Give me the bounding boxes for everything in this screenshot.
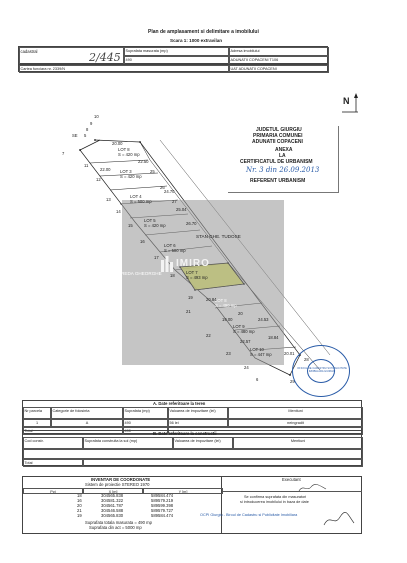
office-signature-icon (322, 511, 356, 534)
cadastral-value: 2/445 (89, 51, 121, 64)
lot-label: LOT 8 S = 490 mp (215, 298, 237, 308)
plan-title: Plan de amplasament si delimitare a imobilului (148, 29, 259, 35)
stamp-line3: ADUNATII COPACENI (252, 139, 303, 145)
table-a-total-value: 490 (123, 427, 168, 435)
dimension-label: 22.50 (138, 159, 149, 164)
point-number: 20 (238, 311, 243, 316)
area-value: 490 (124, 56, 229, 65)
dimension-label: 20.00 (112, 141, 123, 146)
lot-label: LOT 9 S = 480 mp (233, 324, 255, 334)
table-a-header: Categorie de folosinta (51, 407, 123, 419)
ocpi-stamp-text: OFICIUL DE CADASTRU SI PUBLICITATE IMOBILIARA GIURGIU (297, 367, 347, 373)
inventory-cell: 589584.474 (151, 493, 174, 498)
stamp-line2: PRIMARIA COMUNEI (253, 133, 303, 139)
table-b-header: Valoarea de impozitare (lei) (173, 437, 233, 449)
stamp-certificate: CERTIFICATUL DE URBANISM (240, 159, 313, 165)
table-a-row: 490 (123, 419, 168, 427)
point-number: 5 (84, 133, 87, 138)
plan-scale: Scara 1: 1000 extravilan (170, 38, 223, 43)
point-number: 9 (90, 121, 93, 126)
inventory-cell: 304546.588 (101, 508, 124, 513)
lot-label: LOT 4 S = 500 mp (130, 194, 152, 204)
inventory-cell: 589584.474 (151, 513, 174, 518)
point-number: 21 (186, 309, 191, 314)
table-b-total-label: Total (23, 459, 83, 467)
point-number: 17 (154, 255, 159, 260)
stamp-annex: ANEXA (275, 147, 293, 153)
lot-label: LOT 6 S = 500 mp (164, 243, 186, 253)
inventory-cell: 304565.830 (101, 513, 124, 518)
point-number: 12 (96, 177, 101, 182)
stamp-referent: REFERENT URBANISM (250, 178, 306, 184)
stamp-line1: JUDETUL GIURGIU (256, 127, 302, 133)
point-number: 14 (116, 209, 121, 214)
inventory-col-x: X [m] (83, 488, 143, 494)
table-a-header: Suprafata (mp) (123, 407, 168, 419)
table-a-row: neingradit (228, 419, 363, 427)
point-number: 13 (106, 197, 111, 202)
dimension-label: 20.84 (206, 297, 217, 302)
table-b-title: B. Date referitoare la constructii (153, 431, 217, 436)
cadastral-label: cadastral (19, 47, 124, 65)
address-label: Adresa imobilului (229, 47, 329, 56)
area-label: Suprafata masurata (mp) (124, 47, 229, 56)
point-number: 29 (290, 379, 295, 384)
point-number: 27 (172, 199, 177, 204)
inventory-cell: 18 (77, 493, 82, 498)
dimension-label: 20.01 (284, 351, 295, 356)
table-b-header: Suprafata construita la sol (mp) (83, 437, 173, 449)
dimension-label: 18.84 (268, 335, 279, 340)
inventory-subtitle: Sistem de proiectie STEREO 1970 (85, 482, 150, 487)
inventory-cell: 304561.787 (101, 503, 124, 508)
lot-label: LOT 10 S = 447 mp (250, 347, 272, 357)
point-number: 18 (170, 273, 175, 278)
dimension-label: 25.04 (176, 207, 187, 212)
table-a-header: Valoarea de impozitare (lei) (168, 407, 228, 419)
inventory-cell: 16 (77, 498, 82, 503)
point-number: 15 (128, 223, 133, 228)
point-number: 22 (206, 333, 211, 338)
point-number: 10 (94, 114, 99, 119)
inventory-cell: 589599.398 (151, 503, 174, 508)
inventory-cell: 304565.838 (101, 493, 124, 498)
executant-note2: si introducerea imobilului in baza de date (240, 500, 309, 504)
point-label-se: SE (72, 133, 78, 138)
cf-label: Cartea funciara nr. 2339/N (19, 65, 229, 73)
point-number: 25 (150, 169, 155, 174)
inventory-cell: 589579.219 (151, 498, 174, 503)
street-label: STAN GHE. TUDOSE (196, 234, 241, 239)
executant-box (200, 476, 362, 534)
point-number: 7 (62, 151, 65, 156)
stamp-number: Nr. 3 din 26.09.2013 (246, 166, 320, 174)
stamp-la: LA (279, 153, 286, 159)
inventory-act-area: Suprafata din act = 5000 mp (89, 525, 142, 530)
inventory-cell: 304581.322 (101, 498, 124, 503)
executant-note1: Se confirma suprafata din masuratori (244, 495, 307, 499)
table-b (22, 430, 362, 466)
ocpi-stamp (292, 345, 350, 397)
point-number: 6 (256, 377, 259, 382)
lot-label: LOT 3 S = 420 mp (120, 169, 142, 179)
inventory-cell: 21 (77, 508, 82, 513)
table-a-header: Mentiuni (228, 407, 363, 419)
point-number: 8 (86, 127, 89, 132)
table-a-row: 56 lei (168, 419, 228, 427)
table-a (22, 400, 362, 434)
executant-office: OCPI Giurgiu - Biroul de Cadastru si Publicitate Imobiliara (200, 513, 298, 517)
dimension-label: 26.70 (186, 221, 197, 226)
executant-label: Executant (282, 477, 301, 482)
point-number: 11 (84, 163, 89, 168)
point-number: 19 (188, 295, 193, 300)
lot-label: LOT 8 S = 420 mp (118, 147, 140, 157)
dimension-label: 22.57 (240, 339, 251, 344)
point-number: 16 (140, 239, 145, 244)
inventory-cell: 19 (77, 513, 82, 518)
uat-label: UAT ADUNATII COPACENI (229, 65, 329, 73)
dimension-label: 22.00 (100, 167, 111, 172)
inventory-col-point: Pct (23, 488, 83, 494)
dimension-label: 24.53 (258, 317, 269, 322)
executant-divider (222, 491, 362, 492)
inventory-cell: 589579.727 (151, 508, 174, 513)
table-b-empty-row (23, 449, 363, 459)
inventory-title: INVENTAR DE COORDONATE (91, 477, 151, 482)
table-a-row: 1 (23, 419, 51, 427)
inventory-table (22, 476, 222, 534)
watermark-text: IMIRO (176, 258, 210, 269)
table-b-header: Mentiuni (233, 437, 363, 449)
dimension-label: 24.70 (164, 189, 175, 194)
dimension-label: 19.00 (222, 317, 233, 322)
neighbor-label: PREDA GHEORGHE (118, 271, 162, 276)
point-number: 23 (226, 351, 231, 356)
point-number: 24 (244, 365, 249, 370)
inventory-cell: 20 (77, 503, 82, 508)
table-a-header: Nr parcela (23, 407, 51, 419)
table-a-row: A (51, 419, 123, 427)
table-b-total-blank (83, 459, 363, 467)
inventory-col-y: Y [m] (143, 488, 223, 494)
address-value: ADUNATII COPACENI T106 (229, 56, 329, 65)
table-a-total-label: Total (23, 427, 123, 435)
inventory-total-area: Suprafata totala masurata = 490 mp (85, 520, 152, 525)
table-a-title: A. Date referitoare la teren (153, 401, 206, 406)
point-number: 28 (304, 357, 309, 362)
point-number: 26 (160, 185, 165, 190)
table-b-header: Cod constr. (23, 437, 83, 449)
lot-label: LOT 5 S = 420 mp (144, 218, 166, 228)
north-label: N (343, 96, 350, 106)
lot-label-highlighted: LOT 7 S = 493 mp (186, 270, 208, 280)
